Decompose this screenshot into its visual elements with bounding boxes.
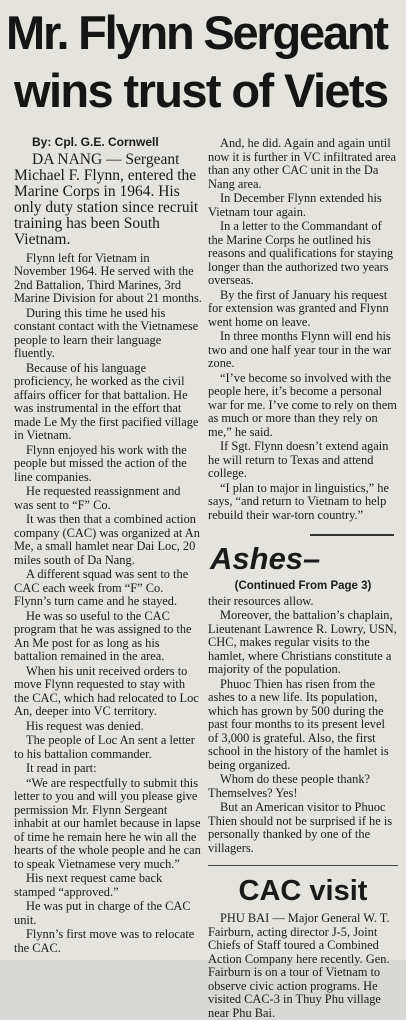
section-divider [310, 534, 394, 536]
article-paragraph: In December Flynn extended his Vietnam tour again. [208, 191, 382, 219]
article-paragraph: Because of his language proficiency, he worked as the civil affairs officer for that battalion. He was instrumental in the effort that made Le My the first pacified village in Vietnam. [14, 360, 199, 442]
headline-line-1: Mr. Flynn Sergeant [6, 6, 387, 59]
article-paragraph: When his unit received orders to move Flynn requested to stay with the CAC, which had relocated to Loc An, deeper into VC territory. [14, 663, 199, 718]
article-paragraph: He was so useful to the CAC program that he was assigned to the An Me post for as long as his battalion remained in the area. [14, 608, 192, 663]
ashes-paragraph: Moreover, the battalion’s chaplain, Lieutenant Lawrence R. Lowry, USN, CHC, makes regular visits to the hamlet, where Christians constitute a majority of the population. [208, 608, 397, 676]
article-paragraph: His next request came back stamped “approved.” [14, 871, 163, 899]
article-paragraph: By the first of January his request for extension was granted and Flynn went home on leave. [208, 287, 389, 329]
cac-visit-headline: CAC visit [238, 875, 368, 907]
article-paragraph: He was put in charge of the CAC unit. [14, 899, 191, 927]
byline: By: Cpl. G.E. Cornwell [32, 135, 159, 149]
article-paragraph: He requested reassignment and was sent to “F” Co. [14, 484, 181, 512]
article-paragraph: “We are respectfully to submit this letter to you and will you please give permission Mr. Flynn Sergeant inhabit at our hamlet because in lapse of time he remain here he win all the hearts of the whole people and he can to speak Vietnamese very much.” [14, 775, 201, 871]
article-paragraph: In three months Flynn will end his two and one half year tour in the war zone. [208, 329, 392, 370]
article-paragraph: Flynn’s first move was to relocate the CAC. [14, 927, 195, 955]
article-paragraph: In a letter to the Commandant of the Marine Corps he outlined his reasons and qualifications for staying longer than the authorized two years overseas. [208, 219, 394, 287]
continued-note: (Continued From Page 3) [234, 580, 372, 592]
lead-paragraph: DA NANG — Sergeant Michael F. Flynn, entered the Marine Corps in 1964. His only duty station since recruit training has been South Vietnam. [14, 150, 199, 248]
ashes-paragraph: But an American visitor to Phuoc Thien should not be surprised if he is personally thanked by one of the villagers. [208, 800, 393, 855]
article-paragraph: “I’ve become so involved with the people here, it’s become a personal war for me. I’ve come to rely on them as much or more than they rely on me,” he said. [208, 370, 397, 439]
article-paragraph: During this time he used his constant contact with the Vietnamese people to learn their language fluently. [14, 305, 199, 360]
article-paragraph: Flynn left for Vietnam in November 1964. He served with the 2nd Battalion, Third Marines, 3rd Marine Division for about 21 months. [14, 250, 202, 305]
article-paragraph: If Sgt. Flynn doesn’t extend again he will return to Texas and attend college. [208, 439, 389, 480]
ashes-paragraph: Whom do these people thank? Themselves? Yes! [208, 772, 371, 800]
article-paragraph: It was then that a combined action company (CAC) was organized at An Me, a small hamlet near Dai Loc, 20 miles south of Da Nang. [14, 512, 200, 567]
article-paragraph: A different squad was sent to the CAC each week from “F” Co. Flynn’s turn came and he stayed. [14, 567, 189, 608]
article-paragraph: And, he did. Again and again until now it is further in VC infiltrated area than any other CAC unit in the Da Nang area. [208, 136, 396, 191]
ashes-paragraph: Phuoc Thien has risen from the ashes to a new life. Its population, which has grown by 500 during the past four months to its present level of 3,000 is grateful. Also, the first school in the history of the hamlet is being organized. [208, 676, 389, 772]
section-divider [208, 865, 398, 866]
article-paragraph: The people of Loc An sent a letter to his battalion commander. [14, 733, 195, 761]
article-column-left [14, 136, 202, 955]
headline [6, 4, 402, 120]
article-paragraph: His request was denied. [26, 718, 144, 733]
article-paragraph: Flynn enjoyed his work with the people but missed the action of the line companies. [14, 442, 187, 484]
headline-line-2: wins trust of Viets [14, 64, 388, 117]
ashes-paragraph: their resources allow. [208, 593, 314, 608]
cac-paragraph: PHU BAI — Major General W. T. Fairburn, acting director J-5, Joint Chiefs of Staff toured a Combined Action Company here recently. Gen. Fairburn is on a tour of Vietnam to observe civic action programs. He visited CAC-3 in Thuy Phu village near Phu Bai. [208, 911, 390, 1020]
article-column-right [208, 137, 398, 1020]
article-paragraph: “I plan to major in linguistics,” he says, “and return to Vietnam to help rebuild their war-torn country.” [208, 480, 389, 522]
article-paragraph: It read in part: [26, 761, 97, 775]
ashes-headline: Ashes– [210, 541, 321, 576]
